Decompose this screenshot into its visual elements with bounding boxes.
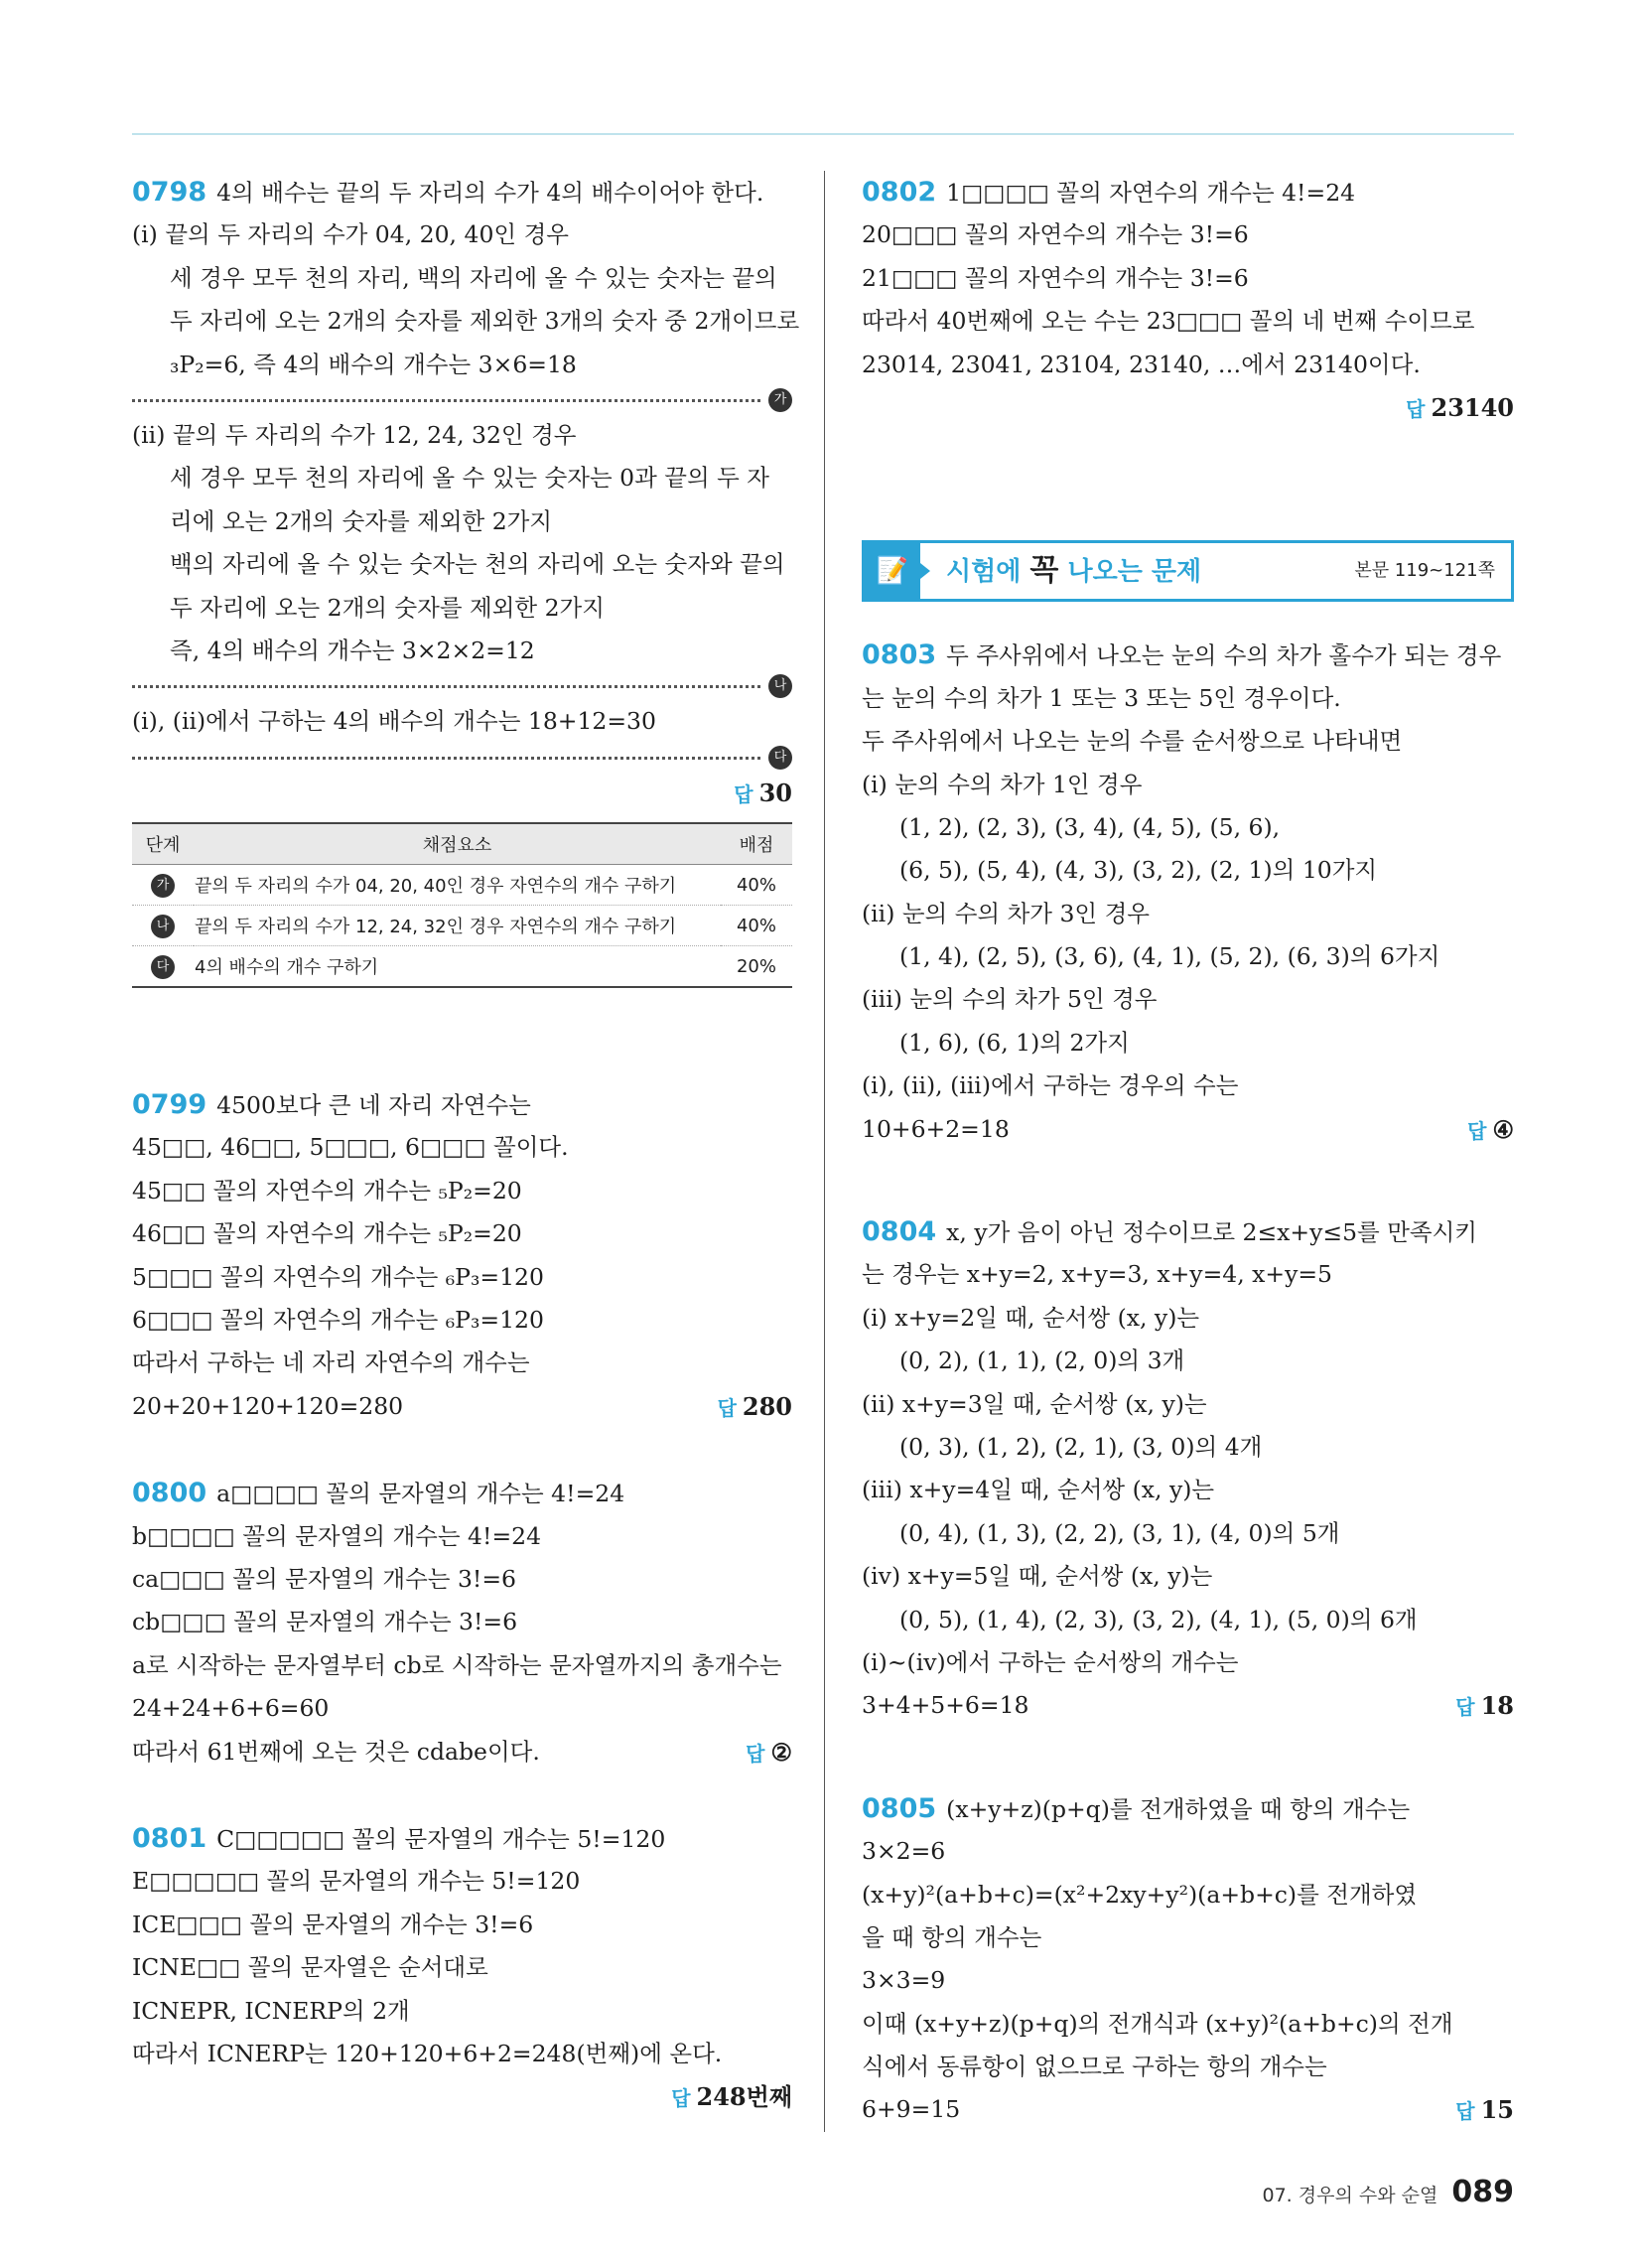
problem-number: 0798 [132, 177, 207, 208]
step-mark: 나 [768, 674, 792, 698]
table-row: 가 끝의 두 자리의 수가 04, 20, 40인 경우 자연수의 개수 구하기 40% [132, 865, 792, 906]
problem-0801: 0801 C□□□□□ 꼴의 문자열의 개수는 5!=120 E□□□□□ 꼴의 문자열의 개수는 5!=120 ICE□□□ 꼴의 문자열의 개수는 3!=6 ICNE□□ 꼴의 문자열은 순서대로 ICNEPR, ICNERP의 2개 따라서 ICNERP는 120+120+6+2=248(번째)에 온다. 답 248번째 [132, 1817, 792, 2119]
answer: 답 ④ [1467, 1114, 1514, 1144]
problem-0802: 0802 1□□□□ 꼴의 자연수의 개수는 4!=24 20□□□ 꼴의 자연수의 개수는 3!=6 21□□□ 꼴의 자연수의 개수는 3!=6 따라서 40번째에 오는 수는 23□□□ 꼴의 네 번째 수이므로 23014, 23041, 23104, 23140, …에서 23140이다. 답 23140 [862, 171, 1514, 429]
problem-0799: 0799 4500보다 큰 네 자리 자연수는 45□□, 46□□, 5□□□, 6□□□ 꼴이다. 45□□ 꼴의 자연수의 개수는 ₅P₂=20 46□□ 꼴의 자연수의 개수는 ₅P₂=20 5□□□ 꼴의 자연수의 개수는 ₆P₃=120 6□□□ 꼴의 자연수의 개수는 ₆P₃=120 따라서 구하는 네 자리 자연수의 개수는 20+20+120+120=280 답 280 [132, 1083, 792, 1428]
step-separator [132, 672, 792, 700]
problem-0805: 0805 (x+y+z)(p+q)를 전개하였을 때 항의 개수는 3×2=6 (x+y)²(a+b+c)=(x²+2xy+y²)(a+b+c)를 전개하였 을 때 항의 개수는 3×3=9 이때 (x+y+z)(p+q)의 전개식과 (x+y)²(a+b+c)의 전개 식에서 동류항이 없으므로 구하는 항의 개수는 6+9=15 답 15 [862, 1787, 1514, 2132]
chapter-title: 07. 경우의 수와 순열 [1262, 2185, 1438, 2206]
section-header [862, 540, 1514, 602]
top-rule [132, 133, 1514, 135]
column-divider [824, 171, 825, 2132]
right-column [862, 171, 1514, 2132]
section-title: 시험에 꼭 나오는 문제 [946, 553, 1202, 589]
table-row: 나 끝의 두 자리의 수가 12, 24, 32인 경우 자연수의 개수 구하기 40% [132, 906, 792, 946]
table-row: 다 4의 배수의 개수 구하기 20% [132, 946, 792, 988]
problem-0798: 0798 4의 배수는 끝의 두 자리의 수가 4의 배수이어야 한다. (i) 끝의 두 자리의 수가 04, 20, 40인 경우 세 경우 모두 천의 자리, 백의 자리에 올 수 있는 숫자는 끝의 두 자리에 오는 2개의 숫자를 제외한 3개의 숫자 중 2개이므로 ₃P₂=6, 즉 4의 배수의 개수는 3×6=18 가 (ii) 끝의 두 자리의 수가 12, 24, 32인 경우 세 경우 모두 천의 자리에 올 수 있는 숫자는 0과 끝의 두 자 리에 오는 2개의 숫자를 제외한 2가지 백의 자리에 올 수 있는 숫자는 천의 자리에 오는 숫자와 끝의 두 자리에 오는 2개의 숫자를 제외한 2가지 즉, 4의 배수의 개수는 3×2×2=12 나 (i), (ii)에서 구하는 4의 배수의 개수는 18+12=30 다 답 30 단계 채점요소 배점 가 끝의 두 자리의 수가 04, 20, 40인 경우 자연수의 개수 구하기 40% 나 끝의 두 자리의 수가 12, 24, 32인 경우 자연수의 개수 구하기 40% 다 4의 배수의 개수 구하기 20% [132, 171, 792, 988]
left-column [132, 171, 800, 2119]
problem-0800: 0800 a□□□□ 꼴의 문자열의 개수는 4!=24 b□□□□ 꼴의 문자열의 개수는 4!=24 ca□□□ 꼴의 문자열의 개수는 3!=6 cb□□□ 꼴의 문자열의 개수는 3!=6 a로 시작하는 문자열부터 cb로 시작하는 문자열까지의 총개수는 24+24+6+6=60 따라서 61번째에 오는 것은 cdabe이다. 답 ② [132, 1472, 792, 1773]
answer: 답 280 [717, 1391, 792, 1421]
step-mark: 다 [768, 746, 792, 770]
answer: 답 18 [1455, 1691, 1514, 1721]
step-mark: 가 [768, 388, 792, 412]
scoring-table: 단계 채점요소 배점 가 끝의 두 자리의 수가 04, 20, 40인 경우 자연수의 개수 구하기 40% 나 끝의 두 자리의 수가 12, 24, 32인 경우 자연수의 개수 구하기 40% 다 4의 배수의 개수 구하기 20% [132, 822, 792, 988]
answer: 답 30 [734, 778, 792, 807]
step-separator [132, 744, 792, 772]
note-icon: 📝 [865, 543, 920, 599]
section-page-ref: 본문 119~121쪽 [1354, 560, 1495, 582]
arrow-icon [920, 563, 930, 579]
answer: 답 248번째 [671, 2082, 792, 2112]
step-separator [132, 386, 792, 414]
answer: 답 ② [746, 1737, 792, 1767]
page-number: 089 [1451, 2175, 1514, 2209]
problem-0803: 0803 두 주사위에서 나오는 눈의 수의 차가 홀수가 되는 경우 는 눈의 수의 차가 1 또는 3 또는 5인 경우이다. 두 주사위에서 나오는 눈의 수를 순서쌍으로 나타내면 (i) 눈의 수의 차가 1인 경우 (1, 2), (2, 3), (3, 4), (4, 5), (5, 6), (6, 5), (5, 4), (4, 3), (3, 2), (2, 1)의 10가지 (ii) 눈의 수의 차가 3인 경우 (1, 4), (2, 5), (3, 6), (4, 1), (5, 2), (6, 3)의 6가지 (iii) 눈의 수의 차가 5인 경우 (1, 6), (6, 1)의 2가지 (i), (ii), (iii)에서 구하는 경우의 수는 10+6+2=18 답 ④ [862, 634, 1514, 1151]
page-footer [1263, 2175, 1515, 2209]
answer: 답 15 [1455, 2095, 1514, 2125]
problem-0804: 0804 x, y가 음이 아닌 정수이므로 2≤x+y≤5를 만족시키 는 경우는 x+y=2, x+y=3, x+y=4, x+y=5 (i) x+y=2일 때, 순서쌍 (x, y)는 (0, 2), (1, 1), (2, 0)의 3개 (ii) x+y=3일 때, 순서쌍 (x, y)는 (0, 3), (1, 2), (2, 1), (3, 0)의 4개 (iii) x+y=4일 때, 순서쌍 (x, y)는 (0, 4), (1, 3), (2, 2), (3, 1), (4, 0)의 5개 (iv) x+y=5일 때, 순서쌍 (x, y)는 (0, 5), (1, 4), (2, 3), (3, 2), (4, 1), (5, 0)의 6개 (i)~(iv)에서 구하는 순서쌍의 개수는 3+4+5+6=18 답 18 [862, 1210, 1514, 1728]
answer: 답 23140 [1406, 392, 1514, 422]
